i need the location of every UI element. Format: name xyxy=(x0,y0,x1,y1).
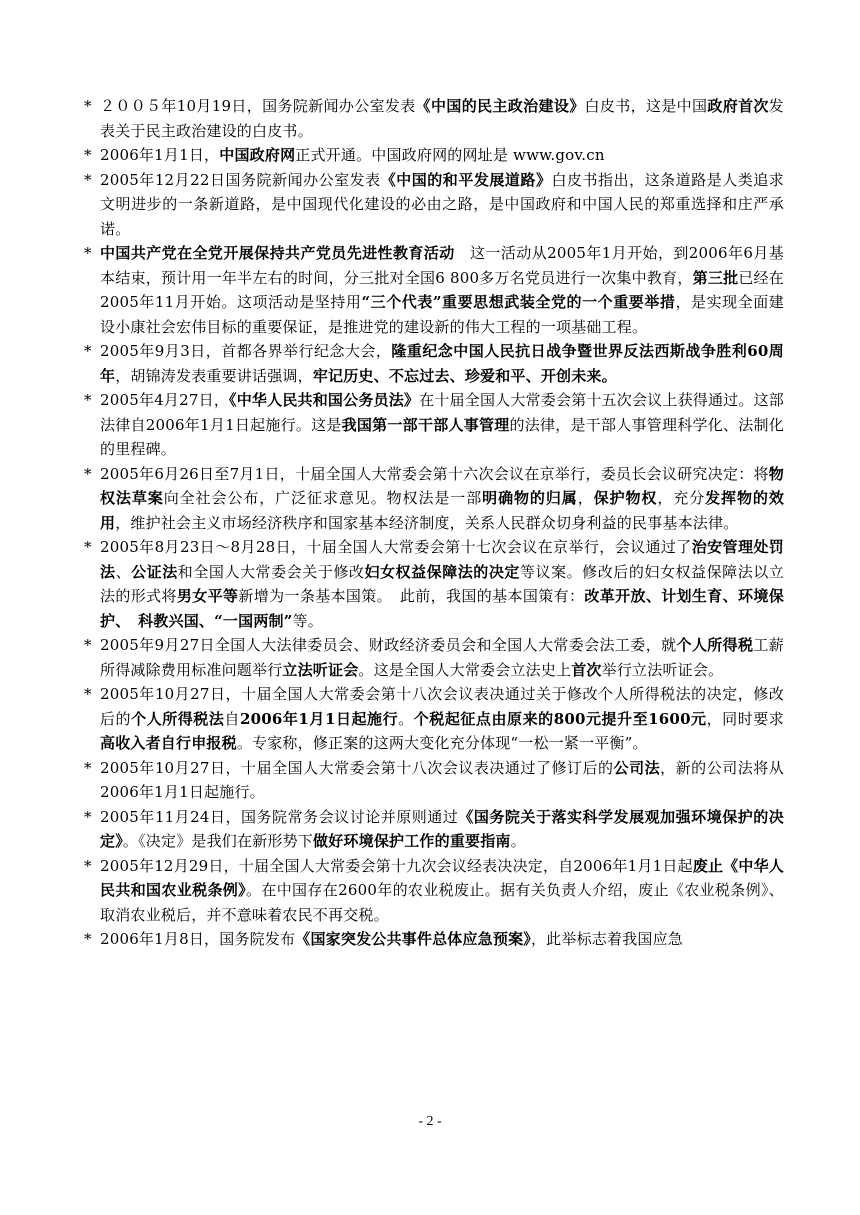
body-text: ，新的公司法将从2006年1月1日起施行。 xyxy=(100,758,784,801)
bullet-asterisk: * xyxy=(84,464,92,483)
emphasized-text: 废止《中华人民共和国农业税条例》 xyxy=(100,856,784,899)
body-text: ，同时要求 xyxy=(706,709,785,728)
emphasized-text: 《国家突发公共事件总体应急预案》 xyxy=(295,930,531,948)
emphasized-text: 改革开放、计划生育、环境保护、 科教兴国、“一国两制” xyxy=(100,587,784,630)
body-text: ， xyxy=(577,489,594,507)
emphasized-text: 个人所得税 xyxy=(676,636,754,654)
emphasized-text: 《中国的和平发展道路》 xyxy=(380,170,552,189)
bullet-asterisk: * xyxy=(84,807,92,826)
body-text: 。 xyxy=(398,709,414,728)
body-text: 白皮书指出，这条道路是人类追求文明进步的一条新道路，是中国现代化建设的必由之路，是中国政府和中国人民的郑重选择和庄严承诺。 xyxy=(100,170,784,238)
body-text: 2005年12月29日，十届全国人大常委会第十九次会议经表决决定，自2006年1月1日起 xyxy=(100,856,693,875)
body-text: 向全社会公布，广泛征求意见。物权法是一部 xyxy=(163,489,483,507)
body-text: 已经在2005年11月开始。这项活动是坚持用 xyxy=(100,268,784,311)
bullet-asterisk: * xyxy=(84,170,92,189)
emphasized-text: 中国共产党在全党开展保持共产党员先进性教育活动 xyxy=(100,244,455,262)
news-item xyxy=(84,462,784,536)
emphasized-text: 明确物的归属 xyxy=(482,489,578,507)
news-item xyxy=(84,168,784,242)
news-item-text xyxy=(100,465,784,532)
emphasized-text: 个人所得税法 xyxy=(131,709,225,728)
body-text: 2005年12月22日国务院新闻办公室发表 xyxy=(100,170,381,189)
emphasized-text: 《国务院关于落实科学发展观加强环境保护的决定》 xyxy=(100,807,784,850)
body-text: 2005年6月26日至7月1日，十届全国人大常委会第十六次会议在京举行，委员长会议研究决定：将 xyxy=(100,464,769,483)
emphasized-text: 做好环境保护工作的重要指南 xyxy=(313,832,511,850)
body-text: 2005年8月23日～8月28日，十届全国人大常委会第十七次会议在京举行，会议通过了 xyxy=(100,538,692,556)
emphasized-text: 高收入者自行申报税 xyxy=(100,734,237,752)
emphasized-text: 个税起征点由原来的800元提升至1600元 xyxy=(413,709,707,728)
body-text: 正式开通。中国政府网的网址是 www.gov.cn xyxy=(295,146,605,164)
news-item-text xyxy=(100,759,784,802)
bullet-asterisk: * xyxy=(84,97,92,115)
news-item xyxy=(84,633,784,682)
news-item xyxy=(84,535,784,633)
body-text: 工薪所得减除费用标准问题举行 xyxy=(100,636,784,679)
news-item-text xyxy=(100,171,784,238)
emphasized-text: 第三批 xyxy=(692,268,739,287)
body-text: 自 xyxy=(224,709,240,728)
news-item-text xyxy=(100,685,784,752)
body-text: 2005年11月24日，国务院常务会议讨论并原则通过 xyxy=(100,807,459,826)
body-text: ，充分 xyxy=(657,489,706,507)
news-item xyxy=(84,854,784,928)
body-text: 。专家称，修正案的这两大变化充分体现“一松一紧一平衡”。 xyxy=(236,734,648,752)
news-item-text xyxy=(100,538,784,630)
emphasized-text: 发挥物的效用 xyxy=(100,489,785,532)
news-item-text xyxy=(100,97,784,140)
body-text: 。 xyxy=(510,832,526,850)
body-text: 。在中国存在2600年的农业税废止。据有关负责人介绍，废止《农业税条例》、取消农业税后，并不意味着农民不再交税。 xyxy=(100,881,784,924)
body-text: 等。 xyxy=(292,611,323,630)
news-item xyxy=(84,94,784,143)
news-item-text xyxy=(100,930,683,948)
bullet-asterisk: * xyxy=(84,244,92,262)
page-number: - 2 - xyxy=(418,1114,442,1129)
body-text: 发表关于民主政治建设的白皮书。 xyxy=(100,97,784,140)
body-text: 和全国人大常委会关于修改 xyxy=(177,562,365,581)
news-item-text xyxy=(100,857,784,924)
news-item xyxy=(84,388,784,462)
body-text: ，是实现全面建设小康社会宏伟目标的重要保证，是推进党的建设新的伟大工程的一项基础工程。 xyxy=(100,293,785,336)
body-text: 这一活动从2005年1月开始，到2006年6月基本结束，预计用一年半左右的时间，分三批对全国6 800多万名党员进行一次集中教育， xyxy=(100,244,784,287)
body-text: 2005年9月3日，首都各界举行纪念大会， xyxy=(100,342,392,360)
bullet-asterisk: * xyxy=(84,685,92,703)
bullet-asterisk: * xyxy=(84,342,92,360)
bullet-asterisk: * xyxy=(84,636,92,654)
bullet-asterisk: * xyxy=(84,930,92,948)
body-text: 2005年9月27日全国人大法律委员会、财政经济委员会和全国人大常委会法工委，就 xyxy=(100,636,677,654)
news-item xyxy=(84,241,784,339)
bullet-asterisk: * xyxy=(84,146,92,164)
body-text: 2005年4月27日， xyxy=(100,391,230,409)
body-text: 2005年10月27日，十届全国人大常委会第十八次会议表决通过了修订后的 xyxy=(100,758,614,777)
emphasized-text: 物权法草案 xyxy=(100,464,784,507)
emphasized-text: 《中华人民共和国公务员法》 xyxy=(229,391,420,409)
body-text: ２００５年10月19日，国务院新闻办公室发表 xyxy=(100,97,416,115)
bullet-asterisk: * xyxy=(84,758,92,777)
emphasized-text: 公司法 xyxy=(613,758,661,777)
emphasized-text: 政府首次 xyxy=(707,97,769,115)
news-item xyxy=(84,143,784,168)
emphasized-text: 治安管理处罚法 xyxy=(100,538,785,581)
bullet-asterisk: * xyxy=(84,391,92,409)
body-text: ，此举标志着我国应急 xyxy=(530,930,683,948)
body-text: 在十届全国人大常委会第十五次会议上获得通过。这部法律自2006年1月1日起施行。这是 xyxy=(100,391,784,434)
emphasized-text: 我国第一部干部人事管理 xyxy=(341,415,510,434)
emphasized-text: 隆重纪念中国人民抗日战争暨世界反法西斯战争胜利60周年 xyxy=(100,342,784,385)
emphasized-text: 中国政府网 xyxy=(219,146,296,164)
news-item-text xyxy=(100,636,784,679)
news-item xyxy=(84,927,784,952)
emphasized-text: 首次 xyxy=(571,660,602,679)
news-item xyxy=(84,339,784,388)
emphasized-text: “三个代表”重要思想武装全党的一个重要举措 xyxy=(361,293,676,311)
emphasized-text: 牢记历史、不忘过去、珍爱和平、开创未来。 xyxy=(312,366,617,385)
body-text: 2006年1月1日， xyxy=(100,146,220,164)
news-item-text xyxy=(100,146,605,164)
body-text: 。这是全国人大常委会立法史上 xyxy=(358,660,572,679)
body-text: 。《决定》是我们在新形势下 xyxy=(122,832,314,850)
body-text: 等议案。修改后的妇女权益保障法以立法的形式将 xyxy=(100,562,785,605)
emphasized-text: 公证法 xyxy=(131,562,178,581)
news-item-text xyxy=(100,342,784,385)
emphasized-text: 男女平等 xyxy=(176,587,239,605)
body-text: 白皮书，这是中国 xyxy=(584,97,708,115)
news-item-text xyxy=(100,808,784,851)
body-text: ，维护社会主义市场经济秩序和国家基本经济制度，关系人民群众切身利益的民事基本法律。 xyxy=(115,513,739,532)
news-item-text xyxy=(100,391,784,458)
body-text: ，胡锦涛发表重要讲话强调， xyxy=(115,366,313,385)
emphasized-text: 2006年1月1日起施行 xyxy=(239,709,399,728)
bullet-asterisk: * xyxy=(84,856,92,875)
news-item-list xyxy=(84,94,784,952)
body-text: 的法律，是干部人事管理科学化、法制化的里程碑。 xyxy=(100,415,784,458)
news-item xyxy=(84,682,784,756)
emphasized-text: 《中国的民主政治建设》 xyxy=(415,97,585,115)
bullet-asterisk: * xyxy=(84,538,92,556)
news-item-text xyxy=(100,244,784,336)
body-text: 、 xyxy=(115,562,132,581)
news-item xyxy=(84,805,784,854)
emphasized-text: 立法听证会 xyxy=(282,660,359,679)
body-text: 举行立法听证会。 xyxy=(601,660,724,679)
body-text: 新增为一条基本国策。 此前，我国的基本国策有： xyxy=(238,587,585,605)
emphasized-text: 保护物权 xyxy=(593,489,658,507)
body-text: 2006年1月8日，国务院发布 xyxy=(100,930,296,948)
news-item xyxy=(84,756,784,805)
body-text: 2005年10月27日，十届全国人大常委会第十八次会议表决通过关于修改个人所得税法的决定，修改后的 xyxy=(100,685,784,728)
emphasized-text: 妇女权益保障法的决定 xyxy=(364,562,520,581)
